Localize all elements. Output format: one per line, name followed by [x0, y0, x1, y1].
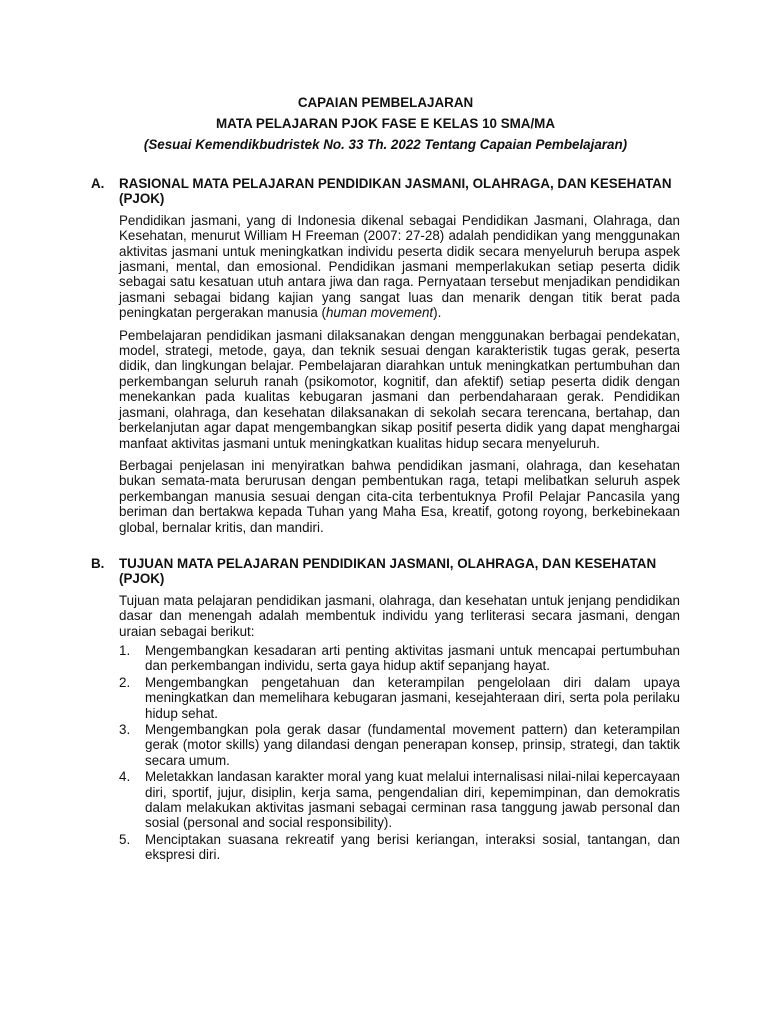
document-title: CAPAIAN PEMBELAJARAN — [297, 95, 474, 110]
list-item-text: Meletakkan landasan karakter moral yang kuat melalui internalisasi nilai-nilai kepercayaan diri, sportif, jujur, disiplin, kerja sama, pengendalian diri, kepemimpinan, dan demokratis dalam melakukan aktivitas jasmani sebagai cerminan rasa tanggung jawab personal dan sosial (personal and social responsibility). — [145, 769, 680, 831]
section-tujuan — [91, 556, 680, 863]
list-item-number: 4. — [119, 769, 131, 785]
list-item-number: 2. — [119, 674, 131, 690]
paragraph-text: Pendidikan jasmani, yang di Indonesia dikenal sebagai Pendidikan Jasmani, Olahraga, dan Kesehatan, menurut William H Freeman (2007: 27-28) adalah pendidikan yang menggunakan aktivitas jasmani untuk meningkatkan individu peserta didik secara menyeluruh berupa aspek jasmani, mental, dan emosional. Pendidikan jasmani memperlakukan setiap peserta didik sebagai satu kesatuan utuh antara jiwa dan raga. Pernyataan tersebut menjadikan pendidikan jasmani sebagai bidang kajian yang sangat luas dan menarik dengan titik berat pada peningkatan pergerakan manusia ( — [119, 212, 680, 321]
list-item — [119, 643, 680, 674]
list-item — [119, 832, 680, 863]
paragraph — [119, 213, 680, 321]
paragraph: Berbagai penjelasan ini menyiratkan bahwa pendidikan jasmani, olahraga, dan kesehatan bukan semata-mata berurusan dengan pembentukan raga, tetapi melibatkan seluruh aspek perkembangan manusia sesuai dengan cita-cita terbentuknya Profil Pelajar Pancasila yang beriman dan bertakwa kepada Tuhan yang Maha Esa, kreatif, gotong royong, berkebinekaan global, bernalar kritis, dan mandiri. — [119, 457, 680, 535]
list-item-number: 1. — [119, 642, 131, 658]
document-header — [91, 92, 680, 155]
list-item-text: Mengembangkan pola gerak dasar (fundamental movement pattern) dan keterampilan gerak (motor skills) yang dilandasi dengan penerapan konsep, prinsip, strategi, dan taktik secara umum. — [145, 722, 680, 768]
goals-list — [119, 643, 680, 863]
document-reference: (Sesuai Kemendikbudristek No. 33 Th. 2022 Tentang Capaian Pembelajaran) — [143, 137, 628, 152]
list-item-number: 5. — [119, 831, 131, 847]
section-letter: B. — [91, 555, 105, 571]
paragraph-text: ). — [433, 305, 442, 321]
list-item — [119, 722, 680, 768]
section-body — [119, 593, 680, 863]
section-title: RASIONAL MATA PELAJARAN PENDIDIKAN JASMANI, OLAHRAGA, DAN KESEHATAN (PJOK) — [119, 176, 672, 207]
list-item — [119, 675, 680, 721]
paragraph: Tujuan mata pelajaran pendidikan jasmani, olahraga, dan kesehatan untuk jenjang pendidikan dasar dan menengah adalah membentuk individu yang terliterasi secara jasmani, dengan uraian sebagai berikut: — [119, 592, 680, 639]
list-item-text: Mengembangkan pengetahuan dan keterampilan pengelolaan diri dalam upaya meningkatkan dan memelihara kebugaran jasmani, kesejahteraan diri, serta pola perilaku hidup sehat. — [145, 674, 680, 721]
section-rasional — [91, 176, 680, 535]
document-subject: MATA PELAJARAN PJOK FASE E KELAS 10 SMA/MA — [215, 116, 556, 131]
paragraph: Pembelajaran pendidikan jasmani dilaksanakan dengan menggunakan berbagai pendekatan, model, strategi, metode, gaya, dan teknik sesuai dengan karakteristik tugas gerak, peserta didik, dan lingkungan belajar. Pembelajaran diarahkan untuk meningkatkan pertumbuhan dan perkembangan seluruh ranah (psikomotor, kognitif, dan afektif) setiap peserta didik dengan menekankan pada kualitas kebugaran jasmani dan perbendaharaan gerak. Pendidikan jasmani, olahraga, dan kesehatan dilaksanakan di sekolah secara terencana, bertahap, dan berkelanjutan agar dapat mengembangkan sikap positif peserta didik yang dapat menghargai manfaat aktivitas jasmani untuk meningkatkan kualitas hidup secara menyeluruh. — [119, 327, 680, 451]
list-item-text: Menciptakan suasana rekreatif yang berisi keriangan, interaksi sosial, tantangan, dan ekspresi diri. — [145, 831, 680, 863]
section-body — [119, 213, 680, 535]
section-heading — [91, 556, 680, 587]
list-item-number: 3. — [119, 722, 131, 737]
section-letter: A. — [91, 176, 105, 191]
list-item-text: Mengembangkan kesadaran arti penting aktivitas jasmani untuk mencapai pertumbuhan dan perkembangan individu, serta gaya hidup aktif sepanjang hayat. — [145, 642, 680, 674]
list-item — [119, 769, 680, 831]
section-title: TUJUAN MATA PELAJARAN PENDIDIKAN JASMANI, OLAHRAGA, DAN KESEHATAN (PJOK) — [119, 555, 657, 587]
paragraph-italic-term: human movement — [325, 305, 434, 321]
section-heading — [91, 176, 680, 207]
